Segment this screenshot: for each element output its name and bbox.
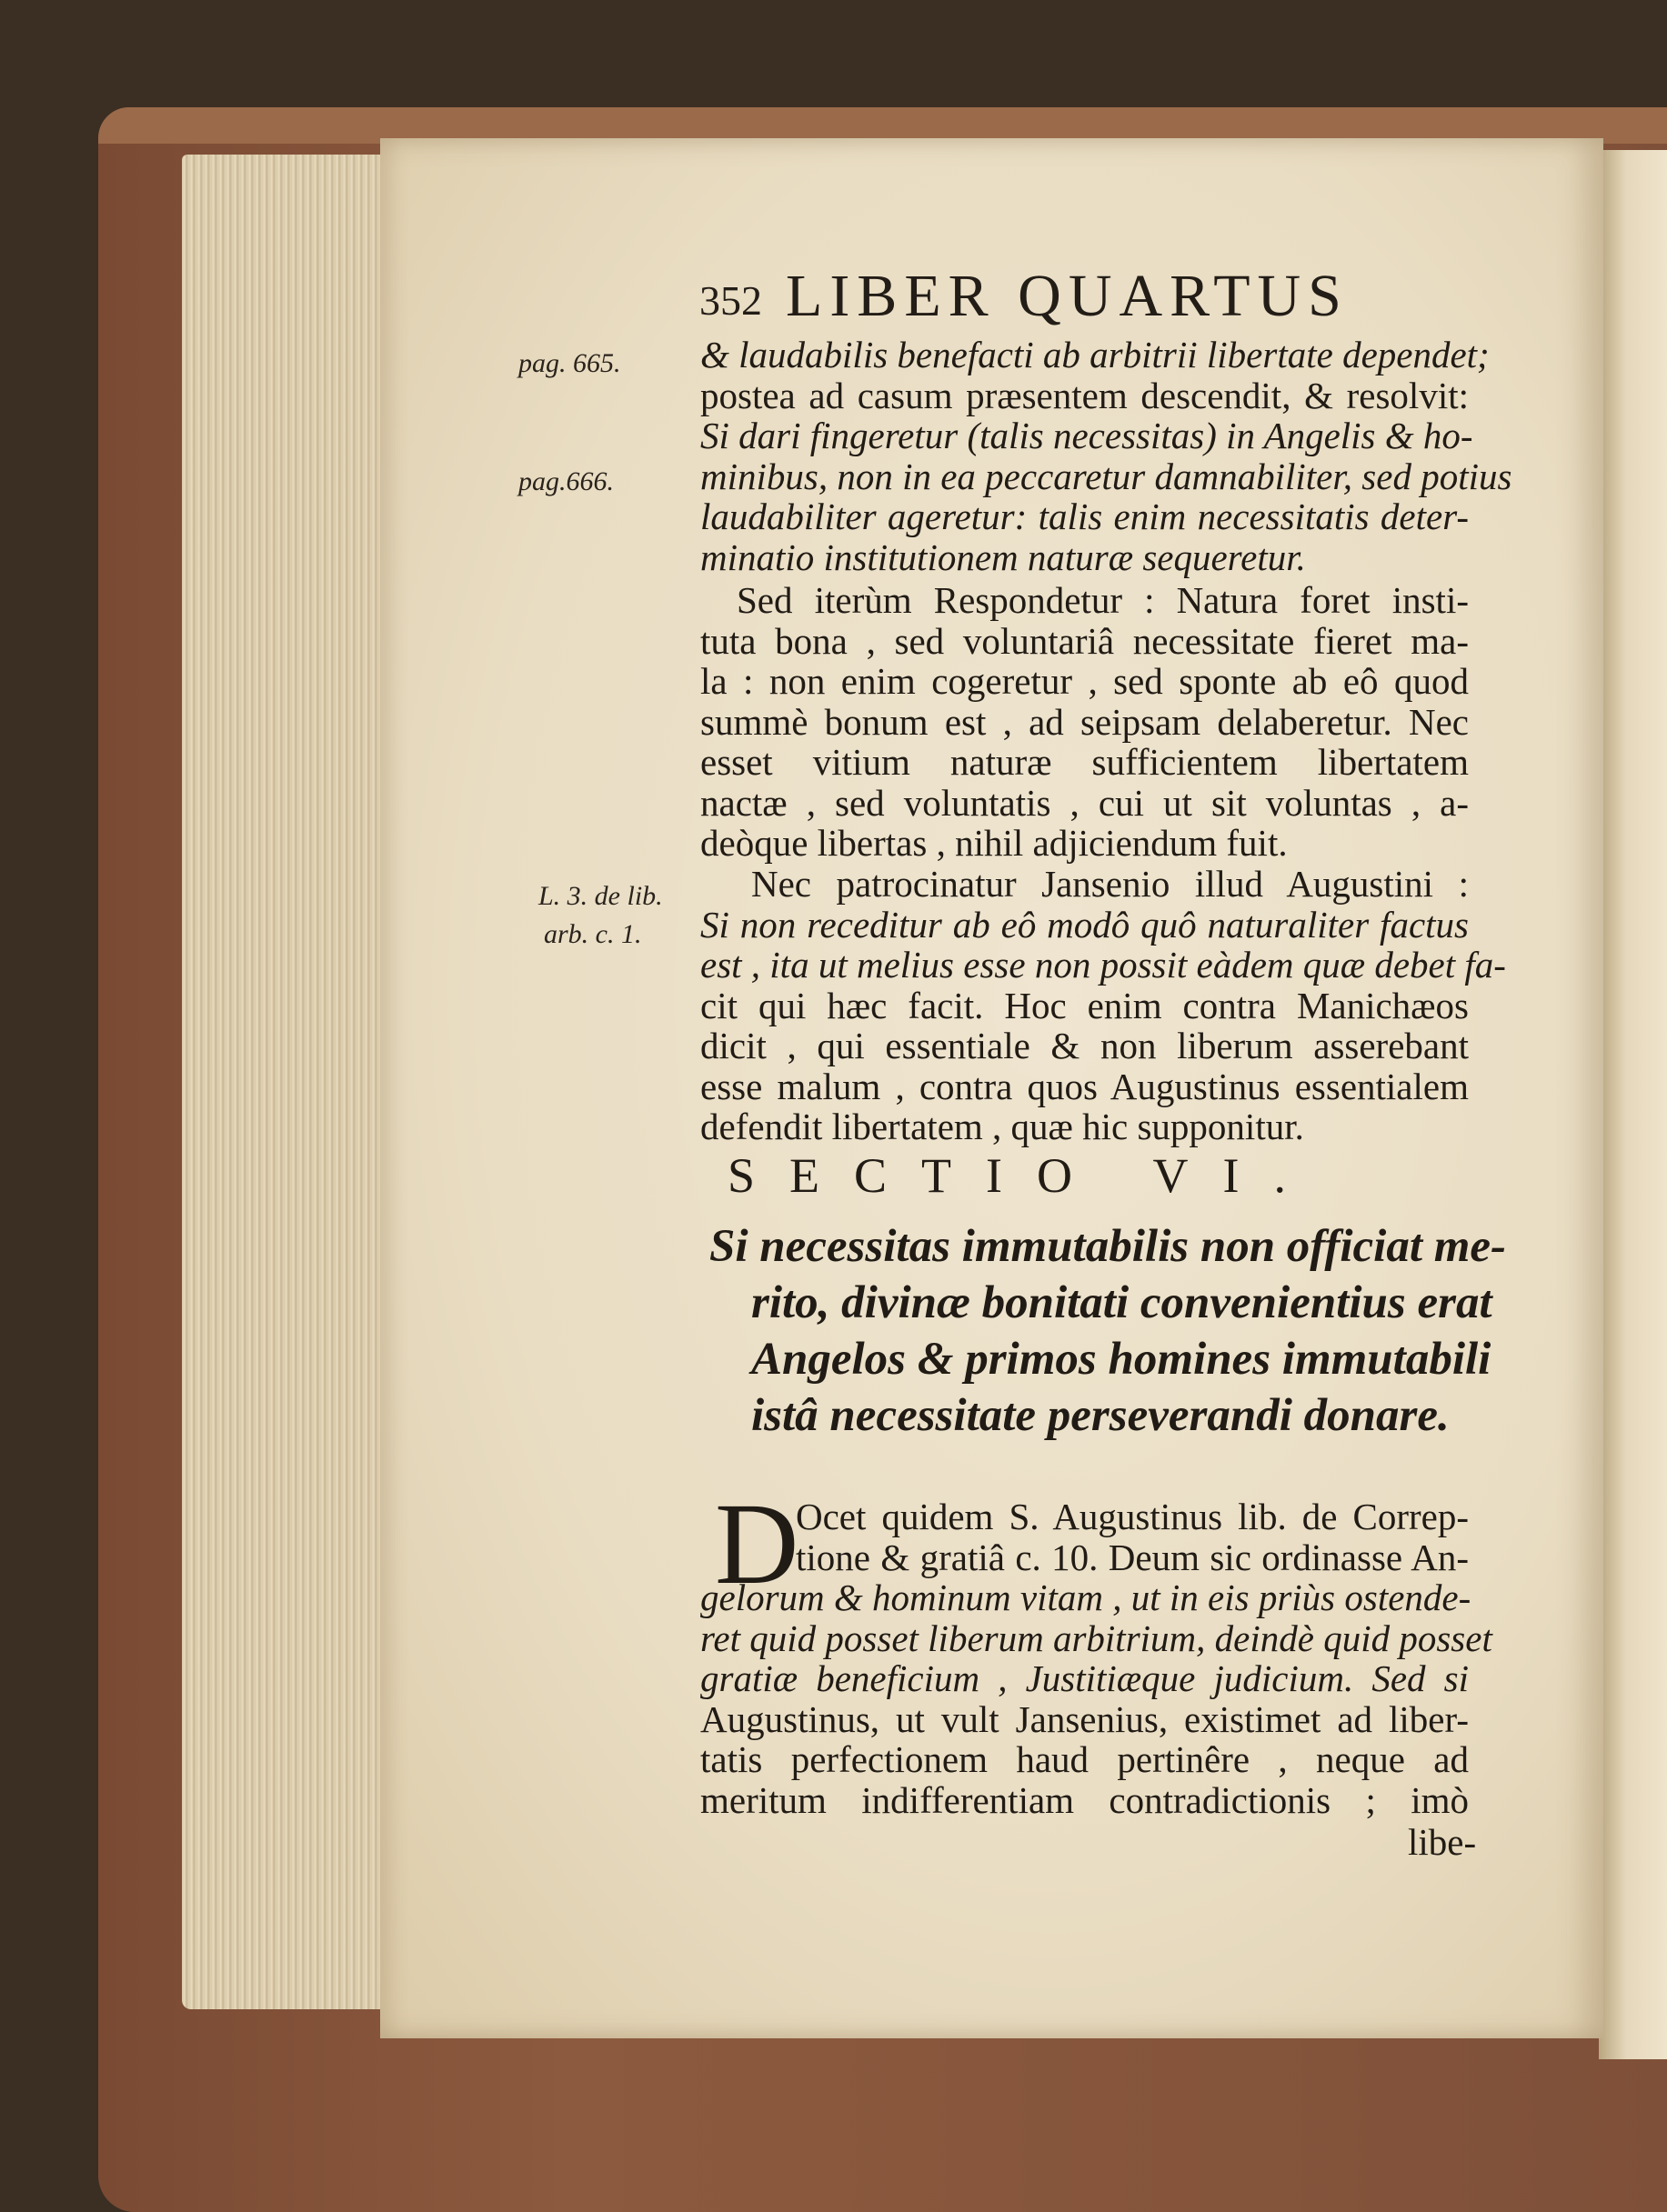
text-line: est , ita ut melius esse non possit eàdem quæ debet fa- (700, 944, 1506, 986)
margin-note: pag.666. (518, 466, 614, 496)
paragraph (700, 863, 1506, 1147)
text-line: Si dari fingeretur (talis necessitas) in Angelis & ho- (700, 415, 1473, 456)
text-line: gratiæ beneficium , Justitiæque judicium. Sed si (700, 1657, 1469, 1699)
drop-cap: D (715, 1479, 799, 1608)
text-line: esse malum , contra quos Augustinus essentialem (700, 1065, 1469, 1107)
page-header (699, 262, 1427, 344)
text-line: Augustinus, ut vult Jansenius, existimet ad liber- (700, 1697, 1469, 1740)
text-line: Sed iterùm Respondetur : Natura foret insti- (737, 579, 1469, 621)
page-edges (182, 155, 391, 2009)
text-line: summè bonum est , ad seipsam delaberetur. Nec (700, 700, 1469, 743)
paragraph (700, 334, 1512, 578)
margin-note: L. 3. de lib. (538, 881, 663, 911)
page-number: 352 (699, 277, 762, 324)
text-line: ret quid posset liberum arbitrium, deindè quid posset (700, 1616, 1492, 1659)
text-line: meritum indifferentiam contradictionis ; imò (700, 1778, 1469, 1821)
text-line: la : non enim cogeretur , sed sponte ab eô quod (700, 660, 1469, 702)
paragraph (700, 580, 1469, 864)
running-title: LIBER QUARTUS (786, 263, 1349, 329)
section-title-line: rito, divinæ bonitati convenientius erat (751, 1277, 1492, 1328)
text-line: tione & gratiâ c. 10. Deum sic ordinasse An- (796, 1536, 1469, 1578)
text-line: Nec patrocinatur Jansenio illud Augustini : (751, 863, 1469, 905)
text-line: postea ad casum præsentem descendit, & resolvit: (700, 374, 1469, 416)
text-line: esset vitium naturæ sufficientem libertatem (700, 741, 1469, 783)
text-line: deòque libertas , nihil adjiciendum fuit. (700, 822, 1288, 864)
margin-note: pag. 665. (518, 348, 621, 378)
text-line: minatio institutionem naturæ sequeretur. (700, 535, 1306, 578)
margin-note: arb. c. 1. (544, 919, 642, 949)
text-line: nactæ , sed voluntatis , cui ut sit voluntas , a- (700, 781, 1469, 824)
text-line: cit qui hæc facit. Hoc enim contra Manichæos (700, 984, 1469, 1026)
text-line: defendit libertatem , quæ hic supponitur. (700, 1106, 1304, 1147)
catchword-block (1408, 1822, 1517, 1863)
section-title-line: Angelos & primos homines immutabili (751, 1334, 1491, 1385)
text-line: tuta bona , sed voluntariâ necessitate fieret ma- (700, 619, 1469, 662)
text-line: tatis perfectionem haud pertinêre , neque ad (700, 1738, 1469, 1780)
section-title (709, 1218, 1507, 1444)
text-line: laudabiliter ageretur: talis enim necessitatis deter- (700, 495, 1469, 537)
section-title-line: Si necessitas immutabilis non officiat me- (709, 1221, 1507, 1272)
text-line: dicit , qui essentiale & non liberum asserebant (700, 1025, 1469, 1066)
catchword: libe- (1408, 1821, 1477, 1863)
text-line: gelorum & hominum vitam , ut in eis priùs ostende- (700, 1576, 1471, 1618)
facing-page-edge (1599, 150, 1667, 2059)
paragraph (700, 1496, 1492, 1821)
section-title-line: istâ necessitate perseverandi donare. (751, 1390, 1450, 1441)
section-heading: SECTIO VI. (728, 1148, 1321, 1203)
text-line: & laudabilis benefacti ab arbitrii libertate dependet; (700, 334, 1490, 375)
text-line: Si non receditur ab eô modô quô naturaliter factus (700, 903, 1469, 946)
text-line: minibus, non in ea peccaretur damnabiliter, sed potius (700, 455, 1512, 497)
text-line: Ocet quidem S. Augustinus lib. de Correp- (796, 1496, 1469, 1537)
